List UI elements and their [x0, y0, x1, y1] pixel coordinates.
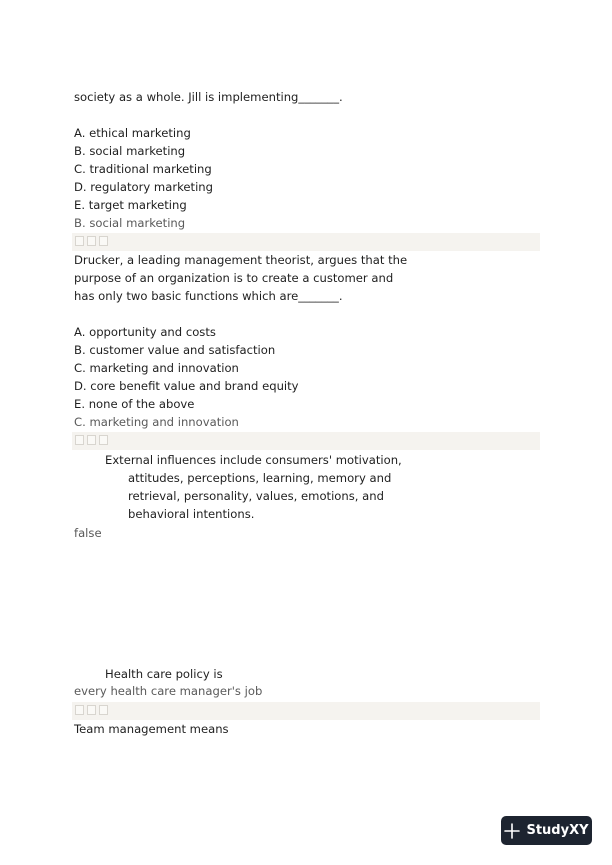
answer-text: every health care manager's job — [74, 684, 263, 698]
question-text: Team management means — [74, 722, 229, 736]
option-e: E. none of the above — [74, 397, 195, 411]
question-text: behavioral intentions. — [128, 507, 255, 521]
question-text: External influences include consumers' motivation, — [105, 453, 402, 467]
answer-text: false — [74, 526, 102, 540]
question-text: attitudes, perceptions, learning, memory and — [128, 471, 392, 485]
placeholder-glyph — [99, 705, 108, 715]
option-c: C. traditional marketing — [74, 162, 212, 176]
placeholder-glyph — [87, 236, 96, 246]
question-text: has only two basic functions which are_______. — [74, 289, 343, 303]
placeholder-glyph — [87, 435, 96, 445]
option-d: D. regulatory marketing — [74, 180, 214, 194]
separator-bar — [72, 702, 540, 720]
option-c: C. marketing and innovation — [74, 361, 239, 375]
brand-name: StudyXY — [526, 823, 589, 838]
option-a: A. ethical marketing — [74, 126, 191, 140]
question-text: society as a whole. Jill is implementing_______. — [74, 90, 343, 104]
separator-bar — [72, 233, 540, 251]
question-text: Health care policy is — [105, 667, 223, 681]
studyxy-badge[interactable] — [501, 816, 592, 845]
placeholder-glyph — [75, 705, 84, 715]
question-text: retrieval, personality, values, emotions, and — [128, 489, 384, 503]
placeholder-glyph — [75, 435, 84, 445]
option-b: B. customer value and satisfaction — [74, 343, 276, 357]
option-d: D. core benefit value and brand equity — [74, 379, 299, 393]
plus-star-icon — [504, 823, 520, 839]
option-e: E. target marketing — [74, 198, 187, 212]
answer-text: B. social marketing — [74, 216, 186, 230]
placeholder-glyph — [99, 236, 108, 246]
option-b: B. social marketing — [74, 144, 186, 158]
placeholder-glyph — [87, 705, 96, 715]
answer-text: C. marketing and innovation — [74, 415, 239, 429]
separator-bar — [72, 432, 540, 450]
question-text: purpose of an organization is to create a customer and — [74, 271, 394, 285]
placeholder-glyph — [75, 236, 84, 246]
placeholder-glyph — [99, 435, 108, 445]
option-a: A. opportunity and costs — [74, 325, 216, 339]
question-text: Drucker, a leading management theorist, argues that the — [74, 253, 408, 267]
